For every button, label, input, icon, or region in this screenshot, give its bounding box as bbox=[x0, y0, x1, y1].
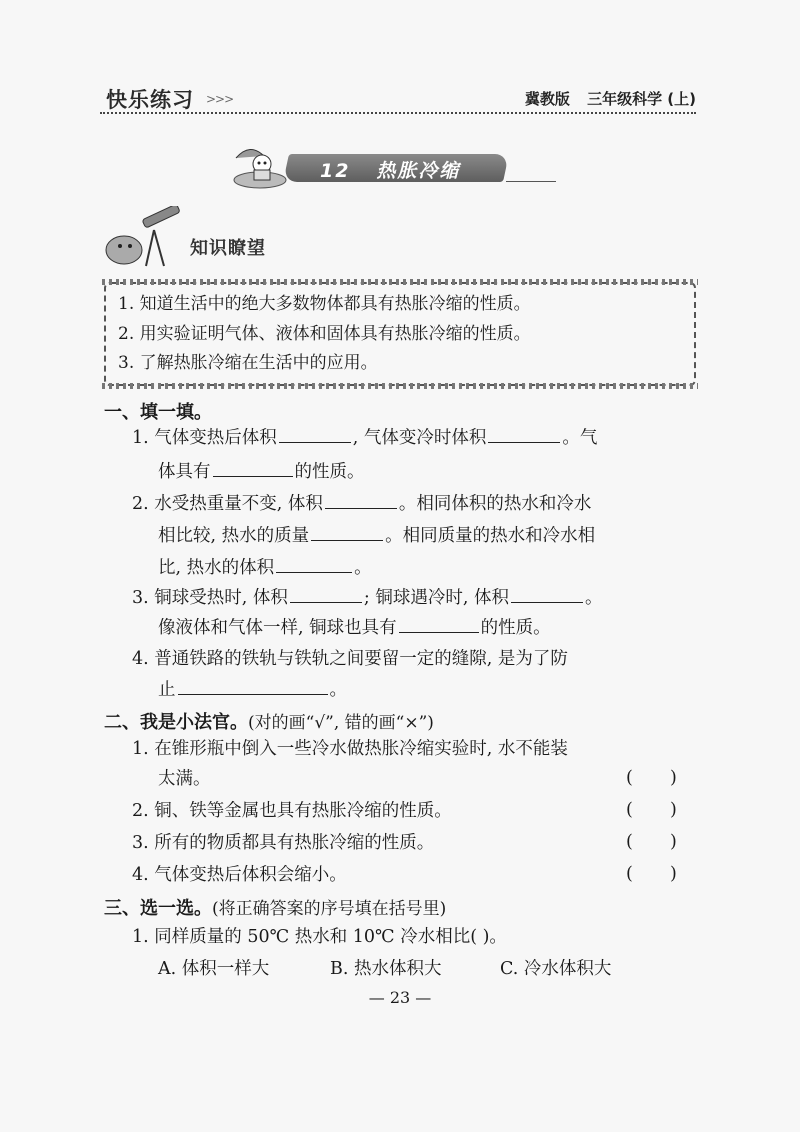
goal-item: 1. 知道生活中的绝大多数物体都具有热胀冷缩的性质。 bbox=[118, 294, 531, 314]
goal-item: 3. 了解热胀冷缩在生活中的应用。 bbox=[118, 353, 378, 373]
q4-line2: 止 。 bbox=[158, 676, 347, 703]
section2-title: 二、我是小法官。(对的画“√”, 错的画“×”) bbox=[104, 712, 434, 733]
judge-item-1-cont: 太满。 bbox=[158, 769, 211, 789]
box-bottom-border bbox=[102, 383, 698, 389]
q2-line3: 比, 热水的体积 。 bbox=[158, 554, 372, 581]
judge-paren-3[interactable]: ( ) bbox=[626, 832, 677, 852]
brand-arrows: >>> bbox=[206, 92, 234, 106]
edition-label: 冀教版 bbox=[524, 90, 570, 108]
answer-blank[interactable] bbox=[311, 522, 383, 541]
q3-line2: 像液体和气体一样, 铜球也具有 的性质。 bbox=[158, 614, 551, 641]
answer-blank[interactable] bbox=[290, 584, 362, 603]
q4-line1: 4. 普通铁路的铁轨与铁轨之间要留一定的缝隙, 是为了防 bbox=[132, 649, 568, 669]
q3-line1: 3. 铜球受热时, 体积 ; 铜球遇冷时, 体积 。 bbox=[132, 584, 602, 611]
page-number: — 23 — bbox=[368, 988, 432, 1007]
q2-line2: 相比较, 热水的质量 。相同质量的热水和冷水相 bbox=[158, 522, 595, 549]
lesson-title-banner bbox=[230, 140, 560, 190]
q1-line2: 体具有 的性质。 bbox=[158, 458, 365, 485]
knowledge-header bbox=[104, 206, 304, 270]
learning-goals-box bbox=[104, 282, 696, 386]
answer-blank[interactable] bbox=[279, 424, 351, 443]
title-underline bbox=[506, 181, 556, 182]
judge-item-3: 3. 所有的物质都具有热胀冷缩的性质。 bbox=[132, 833, 435, 853]
series-brand: 快乐练习 bbox=[106, 88, 194, 112]
lesson-name: 热胀冷缩 bbox=[376, 160, 461, 182]
judge-paren-4[interactable]: ( ) bbox=[626, 864, 677, 884]
section3-title: 三、选一选。(将正确答案的序号填在括号里) bbox=[104, 898, 447, 919]
page-header bbox=[100, 84, 696, 112]
q1-line1: 1. 气体变热后体积 , 气体变冷时体积 。气 bbox=[132, 424, 597, 451]
grade-label: 三年级科学 (上) bbox=[587, 90, 696, 108]
choice-option-c[interactable]: C. 冷水体积大 bbox=[500, 959, 612, 979]
judge-item-4: 4. 气体变热后体积会缩小。 bbox=[132, 865, 347, 885]
section1-title: 一、填一填。 bbox=[104, 402, 212, 423]
lesson-number: 12 bbox=[320, 160, 351, 182]
box-top-border bbox=[102, 279, 698, 285]
goal-item: 2. 用实验证明气体、液体和固体具有热胀冷缩的性质。 bbox=[118, 324, 531, 344]
answer-blank[interactable] bbox=[325, 490, 397, 509]
judge-paren-2[interactable]: ( ) bbox=[626, 800, 677, 820]
answer-blank[interactable] bbox=[178, 676, 328, 695]
answer-blank[interactable] bbox=[511, 584, 583, 603]
lesson-title bbox=[320, 156, 460, 183]
book-info bbox=[513, 88, 696, 109]
answer-blank[interactable] bbox=[399, 614, 479, 633]
judge-item-2: 2. 铜、铁等金属也具有热胀冷缩的性质。 bbox=[132, 801, 452, 821]
telescope-icon bbox=[104, 206, 184, 270]
judge-paren-1[interactable]: ( ) bbox=[626, 768, 677, 788]
mascot-icon bbox=[230, 140, 290, 190]
choice-option-b[interactable]: B. 热水体积大 bbox=[330, 959, 442, 979]
judge-item-1: 1. 在锥形瓶中倒入一些冷水做热胀冷缩实验时, 水不能装 bbox=[132, 739, 568, 759]
header-divider bbox=[100, 112, 696, 114]
answer-blank[interactable] bbox=[488, 424, 560, 443]
choice-option-a[interactable]: A. 体积一样大 bbox=[158, 959, 270, 979]
knowledge-label: 知识瞭望 bbox=[190, 238, 266, 259]
q2-line1: 2. 水受热重量不变, 体积 。相同体积的热水和冷水 bbox=[132, 490, 591, 517]
choice-question-1: 1. 同样质量的 50℃ 热水和 10℃ 冷水相比( )。 bbox=[132, 927, 507, 947]
answer-blank[interactable] bbox=[276, 554, 352, 573]
answer-blank[interactable] bbox=[213, 458, 293, 477]
